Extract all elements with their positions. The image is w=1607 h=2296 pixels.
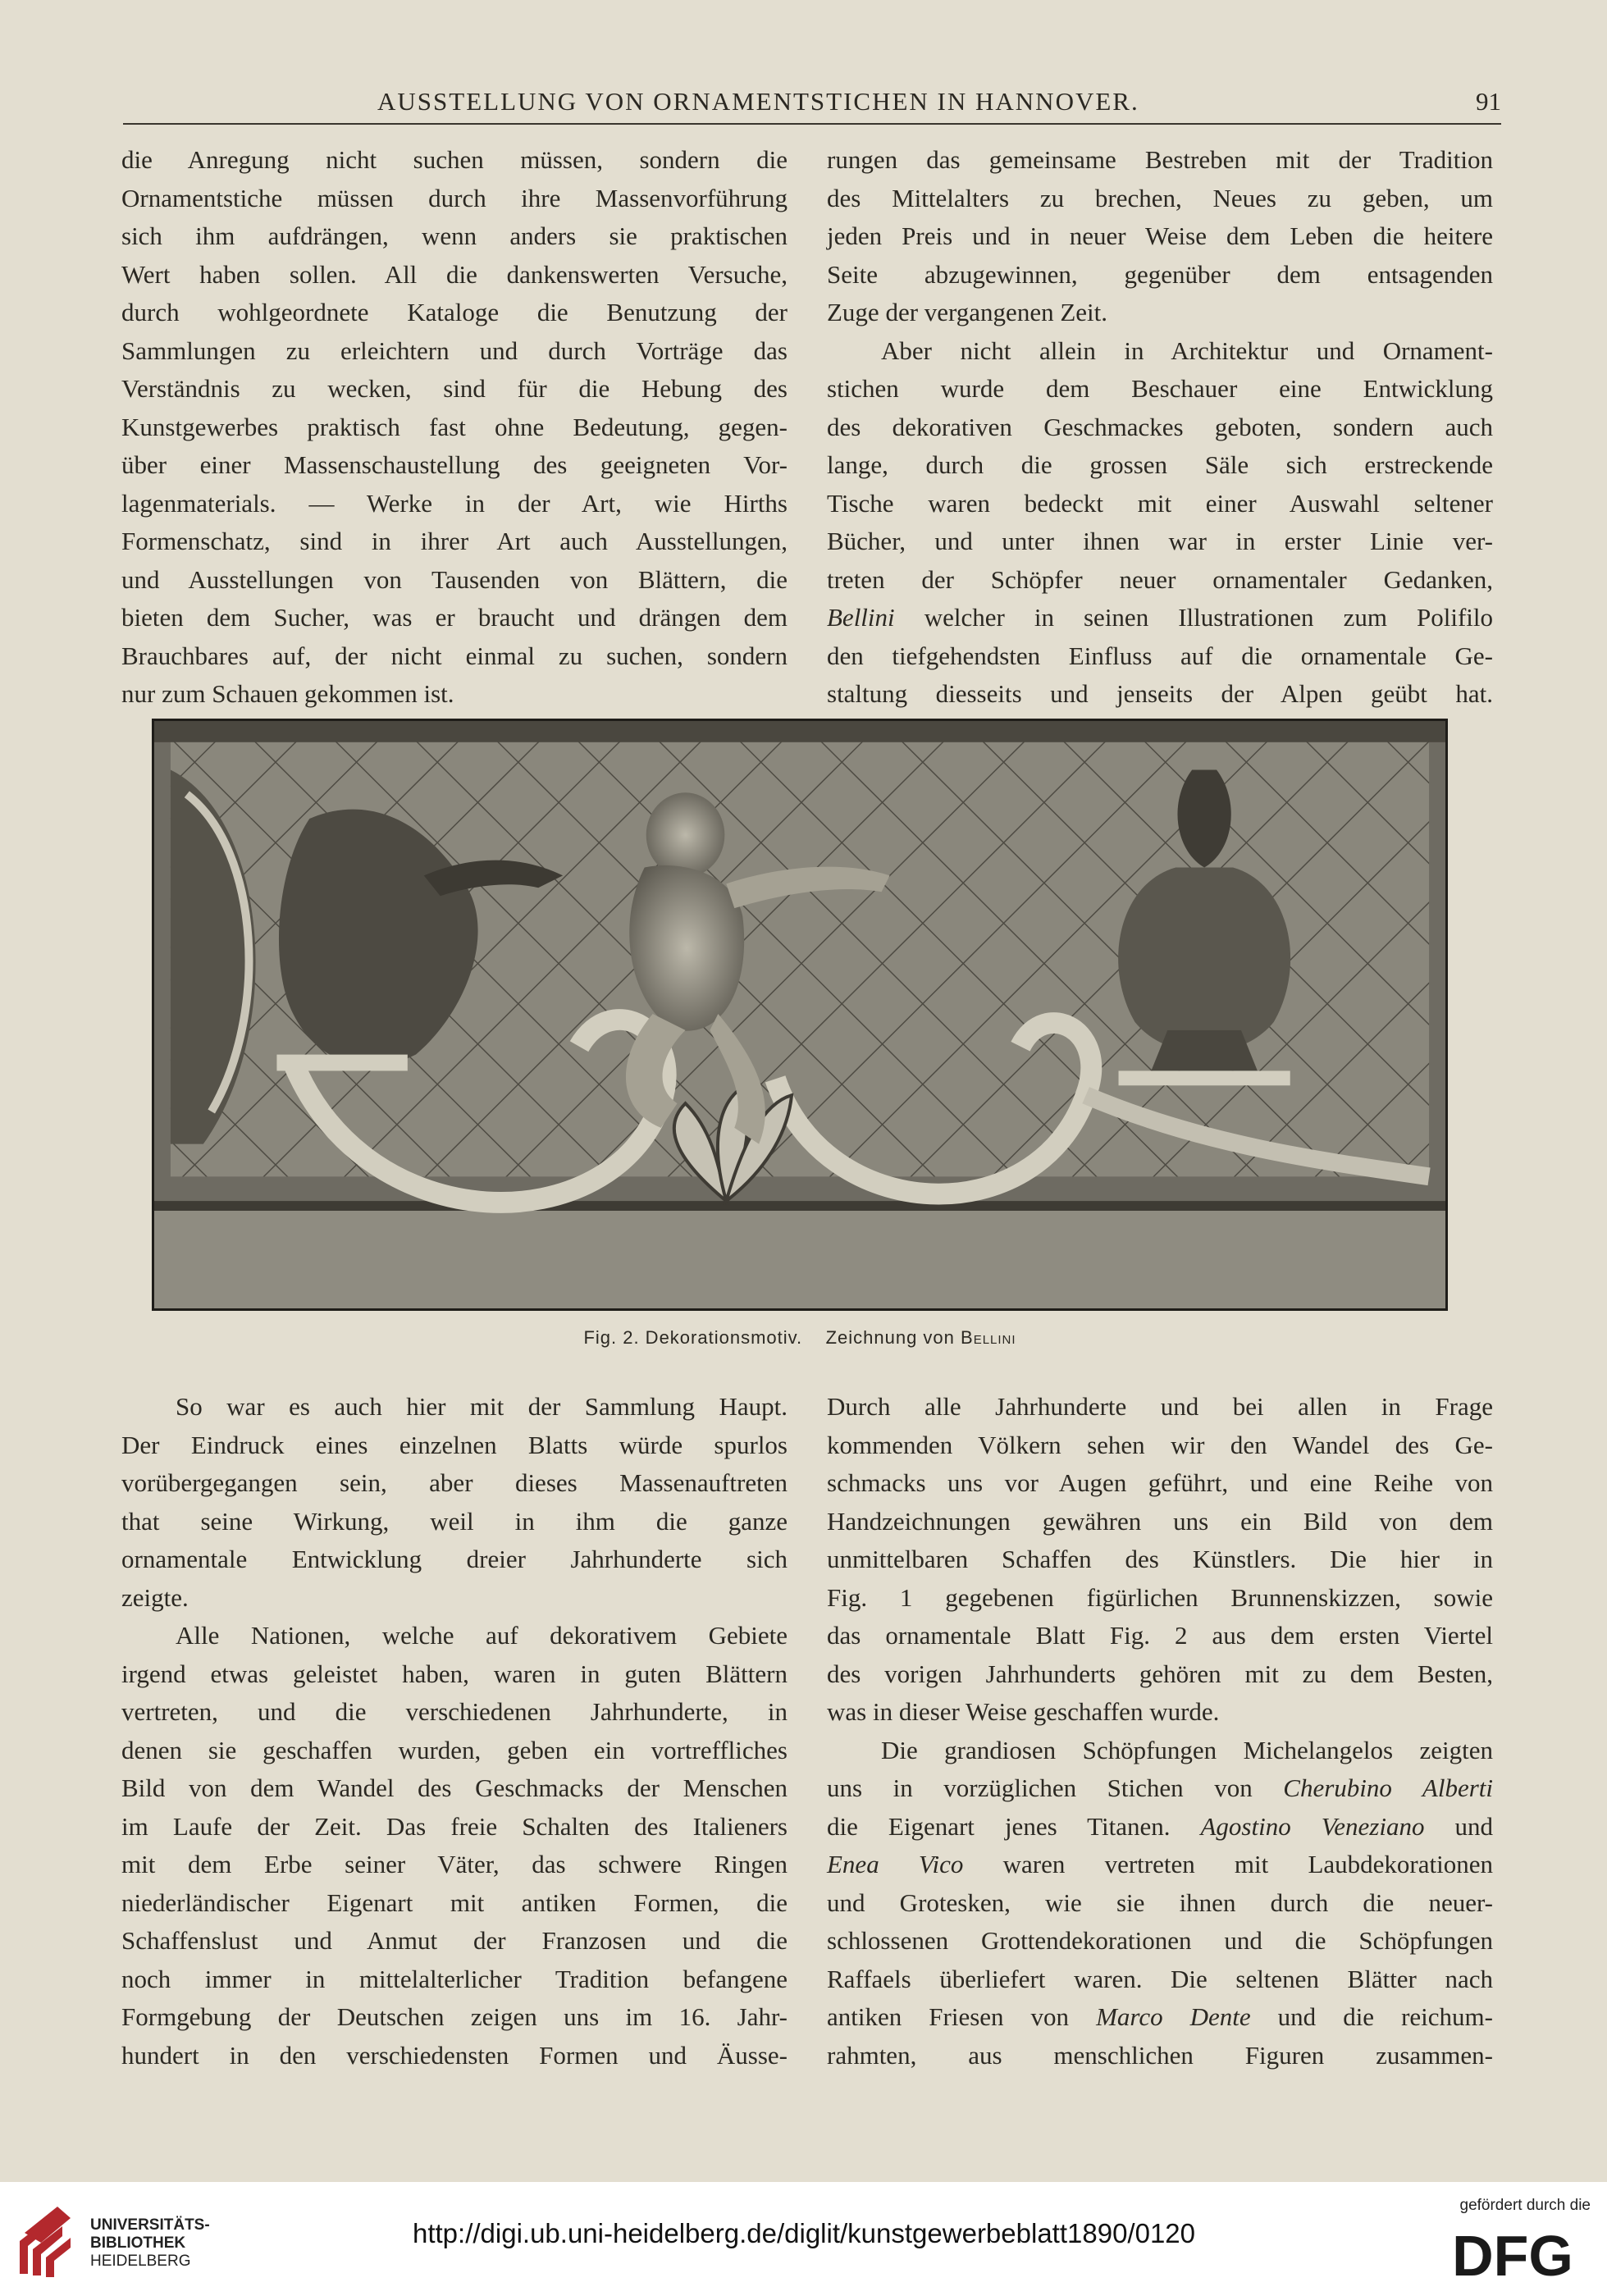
decorative-frieze-engraving	[154, 721, 1445, 1308]
running-title: AUSSTELLUNG VON ORNAMENTSTICHEN IN HANNOVER.	[377, 87, 1139, 116]
text-line: Durch alle Jahrhunderte und bei allen in Frage	[827, 1392, 1493, 1421]
text-line: das ornamentale Blatt Fig. 2 aus dem ersten Viertel	[827, 1621, 1493, 1650]
text-run: welcher in seinen Illustrationen zum Polifilo	[894, 603, 1493, 632]
text-line: treten der Schöpfer neuer ornamentaler Gedanken,	[827, 564, 1493, 594]
text-column-left-top	[121, 141, 788, 714]
artist-name: Cherubino Alberti	[1283, 1773, 1493, 1802]
text-run: antiken Friesen von	[827, 2002, 1097, 2031]
text-line: rungen das gemeinsame Bestreben mit der Tradition	[827, 145, 1493, 174]
text-column-left-bottom	[121, 1388, 788, 2075]
artist-name: Bellini	[827, 603, 895, 632]
dfg-block	[1427, 2197, 1591, 2287]
university-library-logo-icon[interactable]	[16, 2200, 77, 2279]
text-line: Wert haben sollen. All die dankenswerten Versuche,	[121, 259, 788, 289]
text-line: Bild von dem Wandel des Geschmacks der Menschen	[121, 1773, 788, 1802]
text-line-mixed	[827, 599, 1493, 637]
text-line: Handzeichnungen gewähren uns ein Bild von dem	[827, 1506, 1493, 1536]
text-line: Der Eindruck eines einzelnen Blatts würde spurlos	[121, 1430, 788, 1459]
text-line: noch immer in mittelalterlicher Tradition befangene	[121, 1964, 788, 1993]
text-line: Schaffenslust und Anmut der Franzosen und die	[121, 1926, 788, 1955]
text-run: die Eigenart jenes Titanen.	[827, 1811, 1201, 1841]
text-line-mixed	[827, 1846, 1493, 1884]
text-line: des vorigen Jahrhunderts gehören mit zu dem Besten,	[827, 1659, 1493, 1688]
text-line: Tische waren bedeckt mit einer Auswahl seltener	[827, 488, 1493, 518]
page-number: 91	[1476, 87, 1501, 116]
running-header	[123, 87, 1501, 120]
text-line: Seite abzugewinnen, gegenüber dem entsagenden	[827, 259, 1493, 289]
text-line: mit dem Erbe seiner Väter, das schwere Ringen	[121, 1850, 788, 1878]
text-line: zeigte.	[121, 1582, 189, 1612]
footer-bar	[0, 2182, 1607, 2296]
text-line: was in dieser Weise geschaffen wurde.	[827, 1697, 1220, 1726]
text-column-right-top	[827, 141, 1493, 714]
text-run: und	[1424, 1811, 1494, 1841]
text-line: Formenschatz, sind in ihrer Art auch Ausstellungen,	[121, 527, 788, 555]
text-line: des Mittelalters zu brechen, Neues zu geben, um	[827, 183, 1493, 212]
text-line: und Grotesken, wie sie ihnen durch die neuer-	[827, 1887, 1493, 1917]
text-line: Alle Nationen, welche auf dekorativem Gebiete	[176, 1621, 788, 1650]
text-line: ornamentale Entwicklung dreier Jahrhunderte sich	[121, 1545, 788, 1573]
text-line: Ornamentstiche müssen durch ihre Massenvorführung	[121, 183, 788, 212]
text-line: irgend etwas geleistet haben, waren in guten Blättern	[121, 1659, 788, 1688]
library-name-line: BIBLIOTHEK	[90, 2234, 186, 2252]
text-line: vorübergegangen sein, aber dieses Massenauftreten	[121, 1468, 788, 1497]
text-run: waren vertreten mit Laubdekorationen	[963, 1850, 1493, 1878]
text-line: Bücher, und unter ihnen war in erster Linie ver-	[827, 527, 1493, 555]
figure-caption-artist: Bellini	[961, 1327, 1016, 1348]
text-line: den tiefgehendsten Einfluss auf die ornamentale Ge-	[827, 641, 1493, 670]
text-line: sich ihm aufdrängen, wenn anders sie praktischen	[121, 221, 788, 250]
library-name-line: UNIVERSITÄTS-	[90, 2216, 210, 2234]
text-line: rahmten, aus menschlichen Figuren zusammen-	[827, 2040, 1493, 2070]
text-line: stichen wurde dem Beschauer eine Entwicklung	[827, 374, 1493, 403]
text-line: durch wohlgeordnete Kataloge die Benutzung der	[121, 298, 788, 326]
figure-caption-label: Fig. 2. Dekorationsmotiv.	[583, 1327, 803, 1348]
text-line: Zuge der vergangenen Zeit.	[827, 298, 1107, 326]
text-line: des dekorativen Geschmackes geboten, sondern auch	[827, 412, 1493, 441]
library-name-line: HEIDELBERG	[90, 2253, 191, 2270]
university-library-name	[90, 2216, 210, 2271]
text-line: schlossenen Grottendekorationen und die Schöpfungen	[827, 1926, 1493, 1955]
text-line: niederländischer Eigenart mit antiken Formen, die	[121, 1887, 788, 1917]
source-url-link[interactable]: http://digi.ub.uni-heidelberg.de/diglit/kunstgewerbeblatt1890/0120	[412, 2218, 1196, 2248]
text-line: hundert in den verschiedensten Formen und Äusse-	[121, 2040, 788, 2070]
text-line: Verständnis zu wecken, sind für die Hebung des	[121, 374, 788, 403]
text-line: unmittelbaren Schaffen des Künstlers. Die hier in	[827, 1545, 1493, 1573]
text-line-mixed	[827, 1769, 1493, 1808]
text-line: Raffaels überliefert waren. Die seltenen Blätter nach	[827, 1964, 1493, 1993]
text-line: lange, durch die grossen Säle sich erstreckende	[827, 450, 1493, 479]
artist-name: Agostino Veneziano	[1200, 1811, 1425, 1841]
text-line: Sammlungen zu erleichtern und durch Vorträge das	[121, 335, 788, 365]
text-line: über einer Massenschaustellung des geeigneten Vor-	[121, 450, 788, 479]
artist-name: Marco Dente	[1096, 2002, 1251, 2031]
text-line: So war es auch hier mit der Sammlung Haupt.	[176, 1392, 788, 1421]
dfg-logo-icon[interactable]	[1435, 2228, 1591, 2282]
text-line: lagenmaterials. — Werke in der Art, wie Hirths	[121, 488, 788, 518]
text-line: Fig. 1 gegebenen figürlichen Brunnenskizzen, sowie	[827, 1582, 1493, 1612]
figure-caption	[152, 1327, 1448, 1349]
text-line: Die grandiosen Schöpfungen Michelangelos zeigten	[881, 1735, 1493, 1764]
text-line: kommenden Völkern sehen wir den Wandel des Ge-	[827, 1430, 1493, 1459]
text-line-mixed	[827, 1808, 1493, 1846]
text-line: that seine Wirkung, weil in ihm die ganze	[121, 1506, 788, 1536]
text-line: vertreten, und die verschiedenen Jahrhunderte, in	[121, 1697, 788, 1726]
text-line: die Anregung nicht suchen müssen, sondern die	[121, 145, 788, 174]
text-line: schmacks uns vor Augen geführt, und eine Reihe von	[827, 1468, 1493, 1497]
text-line-mixed	[827, 1998, 1493, 2037]
text-line: Aber nicht allein in Architektur und Ornament-	[881, 335, 1493, 365]
text-line: im Laufe der Zeit. Das freie Schalten des Italieners	[121, 1811, 788, 1841]
dfg-logo-text: DFG	[1452, 2228, 1573, 2282]
text-line: nur zum Schauen gekommen ist.	[121, 679, 454, 708]
text-column-right-bottom	[827, 1388, 1493, 2075]
text-run: uns in vorzüglichen Stichen von	[827, 1773, 1284, 1802]
text-line: und Ausstellungen von Tausenden von Blättern, die	[121, 564, 788, 594]
decorative-frieze-figure	[152, 719, 1448, 1311]
header-rule	[123, 123, 1501, 125]
text-line: jeden Preis und in neuer Weise dem Leben die heitere	[827, 221, 1493, 250]
artist-name: Enea Vico	[827, 1850, 964, 1878]
text-line: denen sie geschaffen wurden, geben ein vortreffliches	[121, 1735, 788, 1764]
text-run: und die reichum-	[1250, 2002, 1493, 2031]
text-line: Brauchbares auf, der nicht einmal zu suchen, sondern	[121, 641, 788, 670]
text-line: Formgebung der Deutschen zeigen uns im 16. Jahr-	[121, 2002, 788, 2031]
text-line: bieten dem Sucher, was er braucht und drängen dem	[121, 603, 788, 632]
text-line: staltung diesseits und jenseits der Alpen geübt hat.	[827, 679, 1493, 708]
text-line: Kunstgewerbes praktisch fast ohne Bedeutung, gegen-	[121, 412, 788, 441]
supported-by-text: gefördert durch die	[1459, 2197, 1591, 2214]
figure-caption-credit: Zeichnung von	[825, 1327, 955, 1348]
